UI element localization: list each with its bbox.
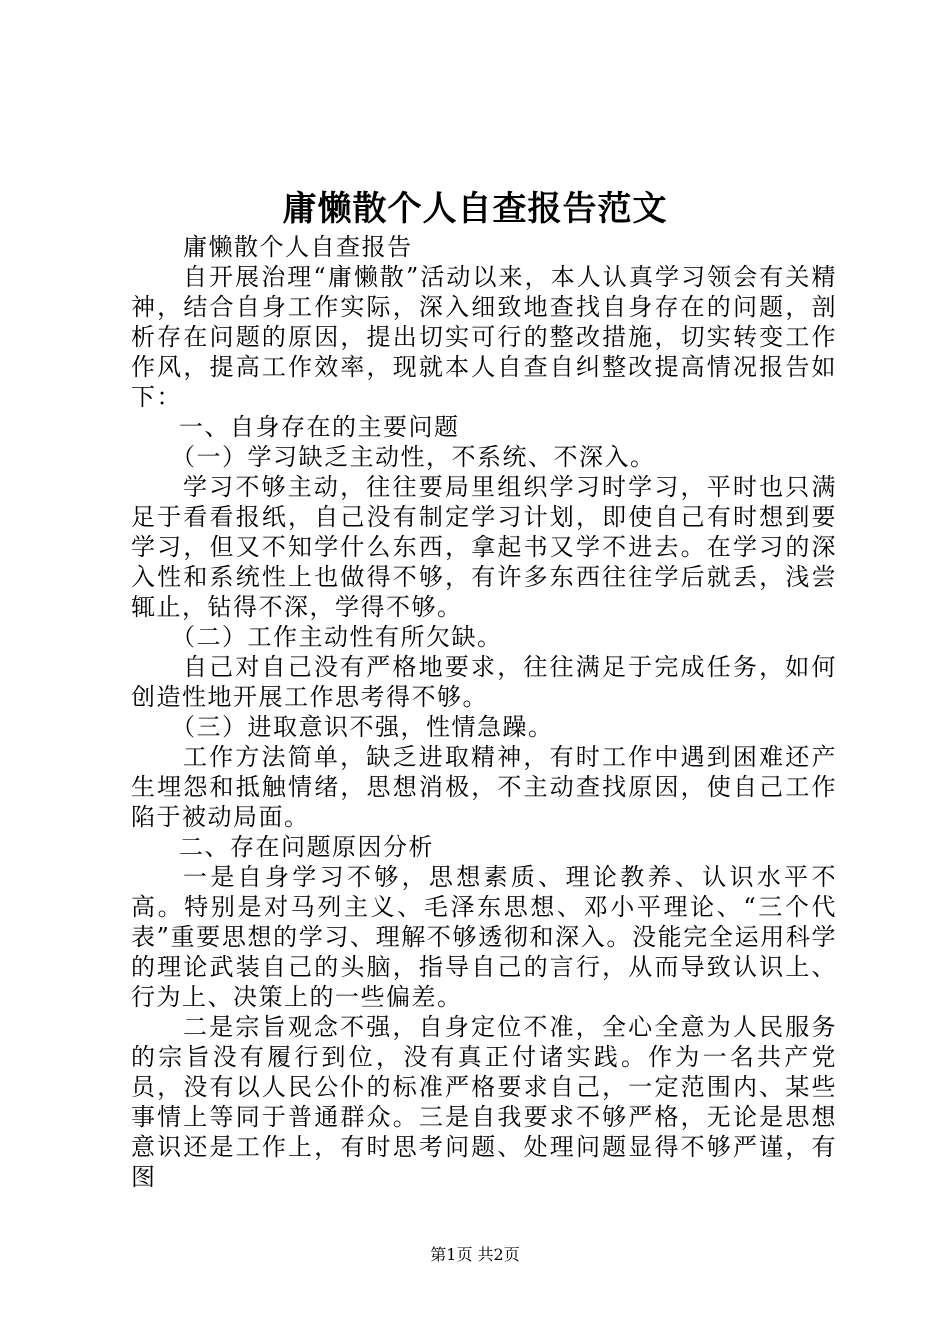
subsection-heading-2: （二）工作主动性有所欠缺。	[171, 623, 503, 651]
section-heading-2: 二、存在问题原因分析	[179, 833, 434, 861]
intro-paragraph: 自开展治理“庸懒散”活动以来，本人认真学习领会有关精神，结合自身工作实际，深入细致地查找自身存在的问题，剖析存在问题的原因，提出切实可行的整改措施，切实转变工作作风，提高工作效率，现就本人自查自纠整改提高情况报告如下：	[131, 263, 837, 411]
body-paragraph: 一是自身学习不够，思想素质、理论教养、认识水平不高。特别是对马列主义、毛泽东思想、邓小平理论、“三个代表”重要思想的学习、理解不够透彻和深入。没能完全运用科学的理论武装自己的头脑，指导自己的言行，从而导致认识上、行为上、决策上的一些偏差。	[131, 863, 837, 1011]
document-body	[131, 232, 837, 1192]
body-paragraph: 工作方法简单，缺乏进取精神，有时工作中遇到困难还产生埋怨和抵触情绪，思想消极，不主动查找原因，使自己工作陷于被动局面。	[131, 743, 837, 831]
body-paragraph: 二是宗旨观念不强，自身定位不准，全心全意为人民服务的宗旨没有履行到位，没有真正付诸实践。作为一名共产党员，没有以人民公仆的标准严格要求自己，一定范围内、某些事情上等同于普通群众。三是自我要求不够严格，无论是思想意识还是工作上，有时思考问题、处理问题显得不够严谨，有图	[131, 1013, 837, 1191]
section-heading-1: 一、自身存在的主要问题	[179, 413, 460, 441]
report-subtitle: 庸懒散个人自查报告	[183, 233, 413, 261]
body-paragraph: 学习不够主动，往往要局里组织学习时学习，平时也只满足于看看报纸，自己没有制定学习计划，即使自己有时想到要学习，但又不知学什么东西，拿起书又学不进去。在学习的深入性和系统性上也做得不够，有许多东西往往学后就丢，浅尝辄止，钻得不深，学得不够。	[131, 473, 837, 621]
subsection-heading-1: （一）学习缺乏主动性，不系统、不深入。	[171, 443, 656, 471]
page-footer: 第1页 共2页	[430, 1245, 520, 1264]
subsection-heading-3: （三）进取意识不强，性情急躁。	[171, 713, 554, 741]
body-paragraph: 自己对自己没有严格地要求，往往满足于完成任务，如何创造性地开展工作思考得不够。	[131, 653, 837, 711]
document-title: 庸懒散个人自查报告范文	[282, 189, 668, 229]
